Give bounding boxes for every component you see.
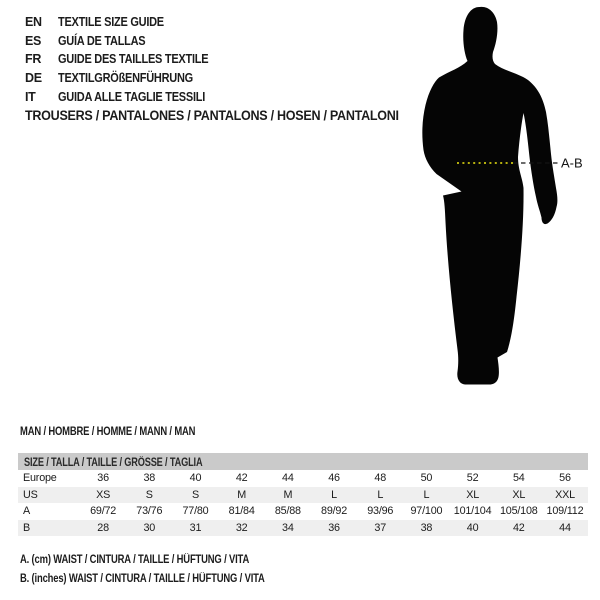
man-silhouette [422,7,557,385]
size-table-header-bar [18,453,588,470]
row-label: US [23,488,38,501]
size-cell: 32 [235,521,248,534]
size-cell: M [237,488,247,501]
size-cell: 52 [466,472,479,485]
language-list [25,13,229,106]
table-row-a-cm [18,503,588,520]
size-cell: 40 [466,521,479,534]
size-cell: 69/72 [90,505,117,518]
size-cell: 109/112 [546,505,584,518]
size-cell: S [191,488,199,501]
size-cell: XXL [555,488,575,501]
language-code: IT [25,89,36,104]
language-row-es [25,32,229,51]
size-cell: 38 [420,521,433,534]
garment-category-title: TROUSERS / PANTALONES / PANTALONS / HOSEN / PANTALONI [25,108,399,123]
size-cell: S [145,488,153,501]
size-cell: 46 [328,472,340,485]
size-cell: XL [466,488,479,501]
size-cell: 97/100 [410,505,443,518]
size-cell: XL [512,488,526,501]
row-label: B [23,521,31,534]
guide-title-fr: GUIDE DES TAILLES TEXTILE [58,52,209,67]
size-cell: 40 [189,472,202,485]
table-row-us [18,487,588,504]
table-row-b-inches [18,520,588,537]
measure-label-a-b: A-B [561,155,583,171]
size-cell: 50 [420,472,433,485]
size-cell: 56 [559,472,571,485]
size-table [18,453,588,536]
size-cell: 93/96 [367,505,394,518]
gender-section-title: MAN / HOMBRE / HOMME / MANN / MAN [20,426,196,438]
size-cell: 81/84 [228,505,255,518]
size-cell: 44 [282,472,294,485]
size-cell: M [283,488,293,501]
size-cell: 30 [143,521,156,534]
language-row-de [25,69,229,88]
size-cell: 28 [97,521,109,534]
size-cell: 77/80 [182,505,209,518]
row-label: A [23,505,31,518]
size-cell: 48 [374,472,387,485]
size-cell: L [377,488,384,501]
language-code: EN [25,15,42,30]
size-cell: 85/88 [274,505,301,518]
guide-title-de: TEXTILGRÖßENFÜHRUNG [58,71,193,86]
footnote-a-cm: A. (cm) WAIST / CINTURA / TAILLE / HÜFTUNG / VITA [20,554,250,566]
language-code: FR [25,52,42,67]
size-cell: 89/92 [321,505,348,518]
table-row-europe [18,470,588,487]
size-cell: 38 [143,472,156,485]
guide-title-en: TEXTILE SIZE GUIDE [58,15,164,30]
language-row-fr [25,50,229,69]
size-cell: 42 [512,521,525,534]
measurement-footnotes [20,551,318,590]
size-cell: 101/104 [453,505,492,518]
size-cell: 36 [328,521,340,534]
man-silhouette-figure [390,0,590,400]
size-cell: 37 [374,521,387,534]
size-cell: 34 [282,521,294,534]
guide-title-es: GUÍA DE TALLAS [58,33,146,48]
size-cell: 31 [189,521,202,534]
language-code: ES [25,33,42,48]
size-cell: 54 [512,472,525,485]
footnote-b-inches: B. (inches) WAIST / CINTURA / TAILLE / HÜFTUNG / VITA [20,573,265,586]
size-table-header-label: SIZE / TALLA / TAILLE / GRÖSSE / TAGLIA [24,457,203,469]
language-code: DE [25,71,42,86]
size-cell: 73/76 [136,505,163,518]
row-label: Europe [23,472,57,485]
size-cell: XS [96,488,111,501]
size-cell: 105/108 [499,505,538,518]
size-cell: L [331,488,337,501]
guide-title-it: GUIDA ALLE TAGLIE TESSILI [58,89,206,104]
size-cell: 36 [97,472,109,485]
size-cell: 44 [559,521,571,534]
language-row-en [25,13,229,32]
size-cell: L [423,488,430,501]
size-cell: 42 [235,472,248,485]
language-row-it [25,87,229,106]
